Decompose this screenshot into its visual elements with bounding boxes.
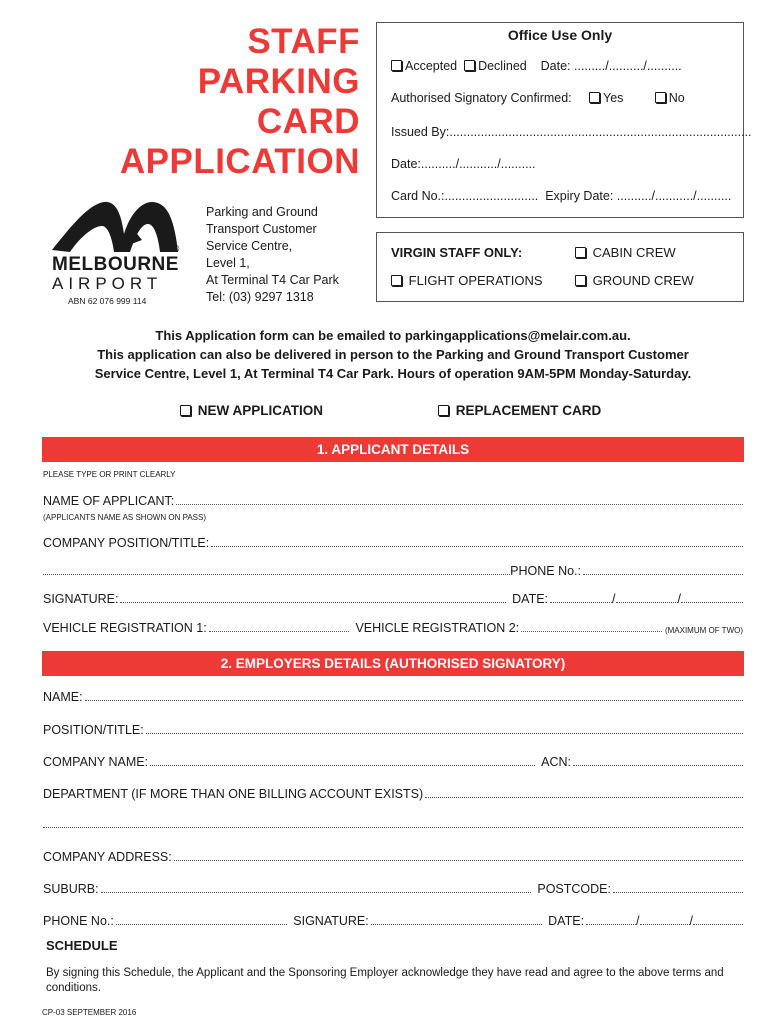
card-no-field[interactable]: Card No.:...........................: [391, 189, 539, 203]
applicant-date-label: DATE:: [512, 592, 549, 606]
flight-operations-checkbox[interactable]: [391, 275, 402, 286]
form-code-footer: CP-03 SEPTEMBER 2016: [42, 1008, 137, 1017]
position-continuation-line[interactable]: [43, 574, 510, 575]
auth-signatory-label: Authorised Signatory Confirmed:: [391, 91, 572, 105]
applicant-name-field[interactable]: [43, 492, 743, 508]
address-line: Tel: (03) 9297 1318: [206, 290, 314, 304]
cabin-crew-label: CABIN CREW: [592, 245, 676, 260]
print-clearly-note: PLEASE TYPE OR PRINT CLEARLY: [43, 470, 176, 479]
suburb-label: SUBURB:: [43, 882, 99, 896]
office-date-field[interactable]: Date: ........./........../..........: [540, 59, 682, 73]
postcode-label: POSTCODE:: [537, 882, 611, 896]
company-name-label: COMPANY NAME:: [43, 755, 149, 769]
applicant-date-day[interactable]: [550, 602, 612, 603]
declined-label: Declined: [478, 59, 527, 73]
no-checkbox[interactable]: [655, 92, 666, 103]
applicant-date-year[interactable]: [681, 602, 743, 603]
address-line: Parking and Ground: [206, 205, 318, 219]
replacement-card-option[interactable]: [438, 403, 601, 418]
applicant-details-header: 1. APPLICANT DETAILS: [42, 437, 744, 462]
vehicle-reg2-label: VEHICLE REGISTRATION 2:: [355, 621, 520, 635]
notice-line: Service Centre, Level 1, At Terminal T4 Car Park. Hours of operation 9AM-5PM Monday-Saturday.: [94, 366, 692, 381]
ground-crew-option[interactable]: [575, 273, 694, 288]
date-slash: /: [677, 592, 681, 606]
acn-label: ACN:: [541, 755, 571, 769]
cabin-crew-checkbox[interactable]: [575, 247, 586, 258]
employer-phone-line[interactable]: [116, 924, 287, 925]
acn-line[interactable]: [573, 765, 743, 766]
expiry-date-field[interactable]: Expiry Date: ........../.........../..........: [545, 189, 732, 203]
yes-label: Yes: [603, 91, 624, 105]
flight-operations-option[interactable]: [391, 273, 543, 288]
ground-crew-checkbox[interactable]: [575, 275, 586, 286]
address-line: Transport Customer: [206, 222, 317, 236]
department-continuation[interactable]: [43, 815, 743, 831]
title-line: APPLICATION: [119, 142, 360, 181]
title-line: PARKING: [197, 62, 360, 101]
form-title: [60, 22, 360, 182]
employer-name-label: NAME:: [43, 690, 83, 704]
employer-date-label: DATE:: [548, 914, 585, 928]
submission-notice: [30, 326, 756, 383]
vehicle-reg1-line[interactable]: [209, 631, 350, 632]
service-centre-address: [206, 204, 339, 306]
suburb-line[interactable]: [101, 892, 532, 893]
cabin-crew-option[interactable]: [575, 245, 676, 260]
accepted-checkbox[interactable]: [391, 60, 402, 71]
registered-mark: ®: [172, 244, 180, 255]
vehicle-reg2-line[interactable]: [521, 631, 662, 632]
company-position-field[interactable]: [43, 534, 743, 550]
employer-date-month[interactable]: [640, 924, 690, 925]
employer-signature-label: SIGNATURE:: [293, 914, 369, 928]
employer-phone-row: [43, 912, 743, 928]
applicant-phone-label: PHONE No.:: [510, 564, 581, 578]
applicant-date-month[interactable]: [616, 602, 678, 603]
employer-phone-label: PHONE No.:: [43, 914, 114, 928]
schedule-heading: SCHEDULE: [46, 938, 118, 953]
notice-line: This application can also be delivered in person to the Parking and Ground Transport Customer: [97, 347, 689, 362]
employer-name-line[interactable]: [85, 700, 743, 701]
new-application-label: NEW APPLICATION: [197, 403, 324, 418]
department-label: DEPARTMENT (IF MORE THAN ONE BILLING ACCOUNT EXISTS): [43, 787, 424, 801]
date-slash: /: [689, 914, 694, 928]
office-date2-field[interactable]: Date:........../.........../..........: [391, 157, 536, 171]
maximum-two-note: (MAXIMUM OF TWO): [664, 626, 743, 635]
company-address-label: COMPANY ADDRESS:: [43, 850, 172, 864]
schedule-text: By signing this Schedule, the Applicant and the Sponsoring Employer acknowledge they have read and agree to the above terms and conditions.: [46, 967, 724, 994]
name-as-pass-note: (APPLICANTS NAME AS SHOWN ON PASS): [43, 513, 206, 522]
title-line: CARD: [256, 102, 360, 141]
vehicle-reg1-label: VEHICLE REGISTRATION 1:: [43, 621, 207, 635]
ground-crew-label: GROUND CREW: [592, 273, 694, 288]
applicant-name-label: NAME OF APPLICANT:: [43, 494, 175, 508]
accepted-label: Accepted: [405, 59, 458, 73]
virgin-staff-box: [376, 232, 744, 302]
company-address-field[interactable]: [43, 848, 743, 864]
new-application-checkbox[interactable]: [180, 405, 191, 416]
office-use-heading: Office Use Only: [507, 27, 613, 43]
abn-number: ABN 62 076 999 114: [68, 296, 147, 306]
department-continuation-line[interactable]: [43, 827, 743, 828]
replacement-card-checkbox[interactable]: [438, 405, 449, 416]
office-status-row: [391, 59, 682, 73]
applicant-signature-line[interactable]: [120, 602, 506, 603]
title-line: STAFF: [247, 22, 360, 61]
card-expiry-row: [391, 189, 731, 203]
suburb-postcode-row: [43, 880, 743, 896]
department-field[interactable]: [43, 785, 743, 801]
logo-melbourne-text: MELBOURNE: [52, 254, 179, 275]
employers-details-header: 2. EMPLOYERS DETAILS (AUTHORISED SIGNATORY): [42, 651, 744, 676]
department-line[interactable]: [425, 797, 743, 798]
applicant-phone-row: [43, 562, 743, 578]
applicant-name-line[interactable]: [176, 504, 743, 505]
employer-date-day[interactable]: [586, 924, 636, 925]
company-name-line[interactable]: [150, 765, 535, 766]
logo-airport-text: AIRPORT: [52, 274, 163, 293]
company-name-row: [43, 753, 743, 769]
company-position-line[interactable]: [211, 546, 743, 547]
applicant-signature-label: SIGNATURE:: [43, 592, 119, 606]
no-label: No: [668, 91, 685, 105]
company-position-label: COMPANY POSITION/TITLE:: [43, 536, 210, 550]
issued-by-field[interactable]: Issued By:.......................................................................................: [391, 125, 752, 139]
employer-date-year[interactable]: [693, 924, 743, 925]
address-line: Service Centre,: [206, 239, 293, 253]
applicant-signature-row: [43, 590, 743, 606]
virgin-staff-label: VIRGIN STAFF ONLY:: [391, 245, 523, 260]
address-line: Level 1,: [206, 256, 250, 270]
company-address-line[interactable]: [174, 860, 743, 861]
employer-position-line[interactable]: [146, 733, 743, 734]
postcode-line[interactable]: [613, 892, 743, 893]
declined-checkbox[interactable]: [464, 60, 475, 71]
auth-signatory-row: [391, 91, 685, 105]
address-line: At Terminal T4 Car Park: [206, 273, 339, 287]
employer-position-field[interactable]: [43, 721, 743, 737]
vehicle-registration-row: [43, 619, 743, 635]
yes-checkbox[interactable]: [589, 92, 600, 103]
employer-position-label: POSITION/TITLE:: [43, 723, 144, 737]
applicant-phone-line[interactable]: [583, 574, 743, 575]
flight-operations-label: FLIGHT OPERATIONS: [408, 273, 543, 288]
date-slash: /: [612, 592, 616, 606]
notice-line: This Application form can be emailed to parkingapplications@melair.com.au.: [155, 328, 631, 343]
replacement-card-label: REPLACEMENT CARD: [455, 403, 602, 418]
date-slash: /: [636, 914, 640, 928]
office-use-box: [376, 22, 752, 218]
employer-signature-line[interactable]: [371, 924, 542, 925]
employer-name-field[interactable]: [43, 688, 743, 704]
new-application-option[interactable]: [180, 403, 323, 418]
